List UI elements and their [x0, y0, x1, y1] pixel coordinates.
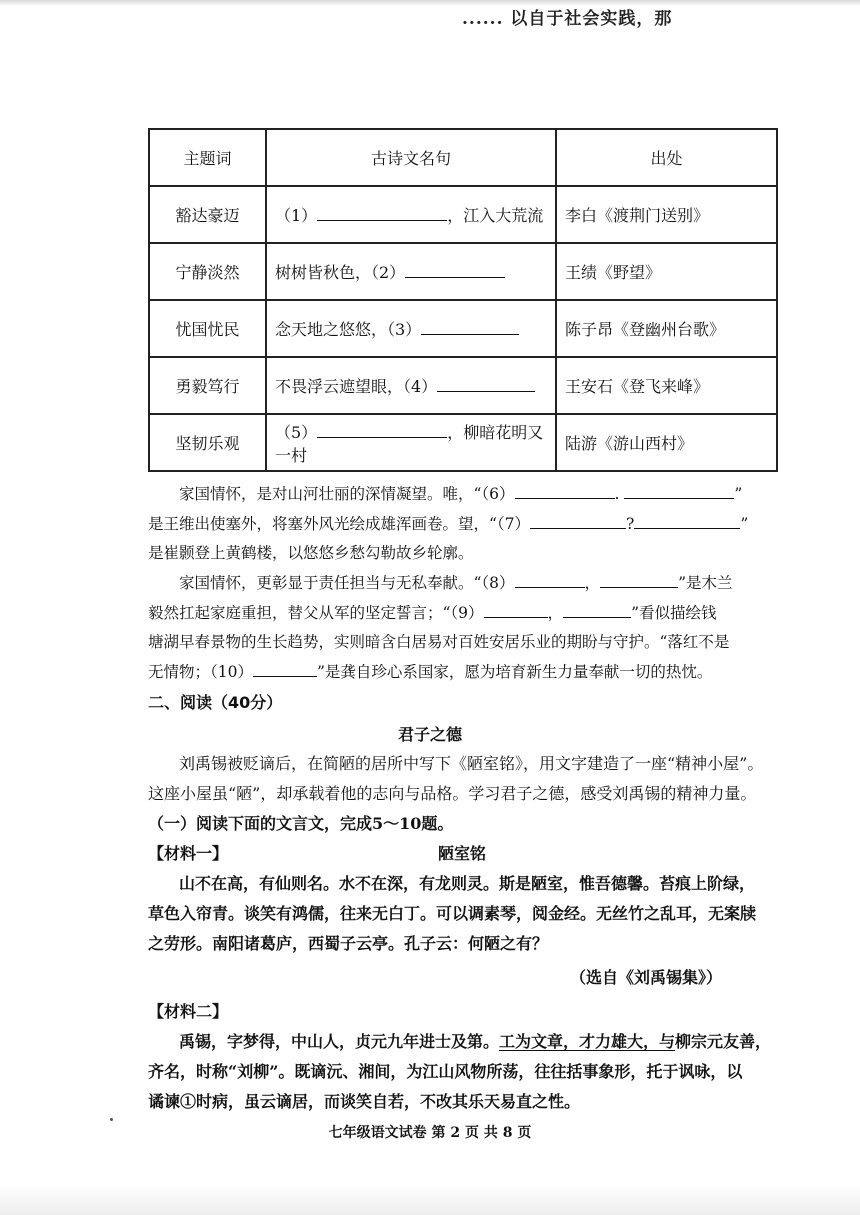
blank-7a[interactable] — [530, 514, 626, 529]
blank-8a[interactable] — [515, 573, 585, 588]
row-theme: 忧国忧民 — [149, 300, 266, 357]
fill-paragraph-2 — [148, 569, 788, 687]
table-row — [149, 186, 777, 243]
table-row — [149, 243, 777, 300]
material-1-title: 陋室铭 — [438, 844, 487, 863]
para1-line2: 是王维出使塞外，将塞外风光绘成雄浑画卷。望，“（7） ? ” — [148, 514, 749, 533]
material-1-source: （选自《刘禹锡集》） — [569, 968, 722, 987]
material-2-label: 【材料二】 — [148, 1002, 229, 1021]
reading-intro — [148, 749, 784, 1117]
scan-edge-top — [0, 0, 860, 6]
underlined-phrase: 工为文章，才力雄大，与 — [499, 1032, 676, 1051]
answer-blank[interactable] — [421, 320, 519, 335]
material-1-label: 【材料一】 — [148, 844, 229, 863]
table-row — [149, 414, 777, 471]
row-source: 李白《渡荆门送别》 — [556, 186, 777, 243]
page-footer: 七年级语文试卷 第 2 页 共 8 页 — [328, 1125, 532, 1141]
cut-off-header-text: ...... 以自于社会实践，那 — [462, 9, 673, 29]
blank-10[interactable] — [253, 662, 317, 677]
row-source: 王绩《野望》 — [556, 243, 777, 300]
row-source: 王安石《登飞来峰》 — [556, 357, 777, 414]
reading-title: 君子之德 — [397, 725, 462, 744]
row-verse: 念天地之悠悠，（3） — [266, 300, 556, 357]
row-theme: 勇毅笃行 — [149, 357, 266, 414]
para2-line3: 塘湖早春景物的生长趋势，实则暗含白居易对百姓安居乐业的期盼与守护。“落红不是 — [148, 633, 730, 651]
intro-line1: 刘禹锡被贬谪后，在简陋的居所中写下《陋室铭》，用文字建造了一座“精神小屋”。 — [179, 754, 764, 773]
material-2-line3: 谲谏①时病，虽云谪居，而谈笑自若，不改其乐天易直之性。 — [148, 1092, 581, 1111]
blank-8b[interactable] — [600, 573, 678, 588]
para2-line1: 家国情怀，更彰显于责任担当与无私奉献。“（8） ， ”是木兰 — [179, 574, 733, 592]
answer-blank[interactable] — [437, 377, 535, 392]
scan-speck — [110, 1118, 113, 1121]
section-title: 二、阅读（40分） — [148, 693, 283, 712]
blank-7b[interactable] — [634, 514, 740, 529]
row-theme: 宁静淡然 — [149, 243, 266, 300]
para1-line1: 家国情怀，是对山河壮丽的深情凝望。唯，“（6） . ” — [179, 485, 743, 503]
poem-table — [148, 128, 778, 472]
material-2-line1: 禹锡，字梦得，中山人，贞元九年进士及第。工为文章，才力雄大，与柳宗元友善， — [179, 1032, 772, 1051]
blank-6b[interactable] — [624, 484, 734, 499]
para2-line2: 毅然扛起家庭重担，替父从军的坚定誓言；“（9） ， ”看似描绘钱 — [148, 603, 717, 622]
row-verse: 不畏浮云遮望眼，（4） — [266, 357, 556, 414]
header-source: 出处 — [556, 129, 777, 186]
material-1-heading — [148, 839, 784, 869]
table-row — [149, 300, 777, 357]
row-theme: 豁达豪迈 — [149, 186, 266, 243]
material-1-line2: 草色入帘青。谈笑有鸿儒，往来无白丁。可以调素琴，阅金经。无丝竹之乱耳，无案牍 — [148, 904, 757, 923]
material-1-line1: 山不在高，有仙则名。水不在深，有龙则灵。斯是陋室，惟吾德馨。苔痕上阶绿， — [179, 874, 756, 893]
row-theme: 坚韧乐观 — [149, 414, 266, 471]
table-row — [149, 357, 777, 414]
fill-paragraph-1 — [148, 480, 788, 569]
answer-blank[interactable] — [317, 206, 447, 221]
material-2-line2: 齐名，时称“刘柳”。既谪沅、湘间，为江山风物所荡，往往括事象形，托于讽咏，以 — [148, 1062, 743, 1081]
blank-6a[interactable] — [515, 484, 615, 499]
row-verse: （5） ，柳暗花明又一村 — [266, 414, 556, 471]
row-verse: 树树皆秋色，（2） — [266, 243, 556, 300]
row-verse: （1） ，江入大荒流 — [266, 186, 556, 243]
header-theme: 主题词 — [149, 129, 266, 186]
question-heading: （一）阅读下面的文言文，完成5～10题。 — [148, 814, 454, 833]
header-verse: 古诗文名句 — [266, 129, 556, 186]
intro-line2: 这座小屋虽“陋”，却承载着他的志向与品格。学习君子之德，感受刘禹锡的精神力量。 — [148, 784, 757, 803]
para1-line3: 是崔颢登上黄鹤楼，以悠悠乡愁勾勒故乡轮廓。 — [148, 544, 474, 562]
row-source: 陈子昂《登幽州台歌》 — [556, 300, 777, 357]
blank-9a[interactable] — [484, 603, 548, 618]
answer-blank[interactable] — [317, 423, 447, 438]
answer-blank[interactable] — [405, 263, 505, 278]
para2-line4: 无情物；（10） ”是龚自珍心系国家，愿为培育新生力量奉献一切的热忱。 — [148, 662, 713, 681]
table-header-row — [149, 129, 777, 186]
row-source: 陆游《游山西村》 — [556, 414, 777, 471]
material-1-line3: 之劳形。南阳诸葛庐，西蜀子云亭。孔子云：何陋之有？ — [148, 934, 549, 953]
blank-9b[interactable] — [563, 603, 631, 618]
scan-edge-bottom — [0, 1185, 860, 1215]
